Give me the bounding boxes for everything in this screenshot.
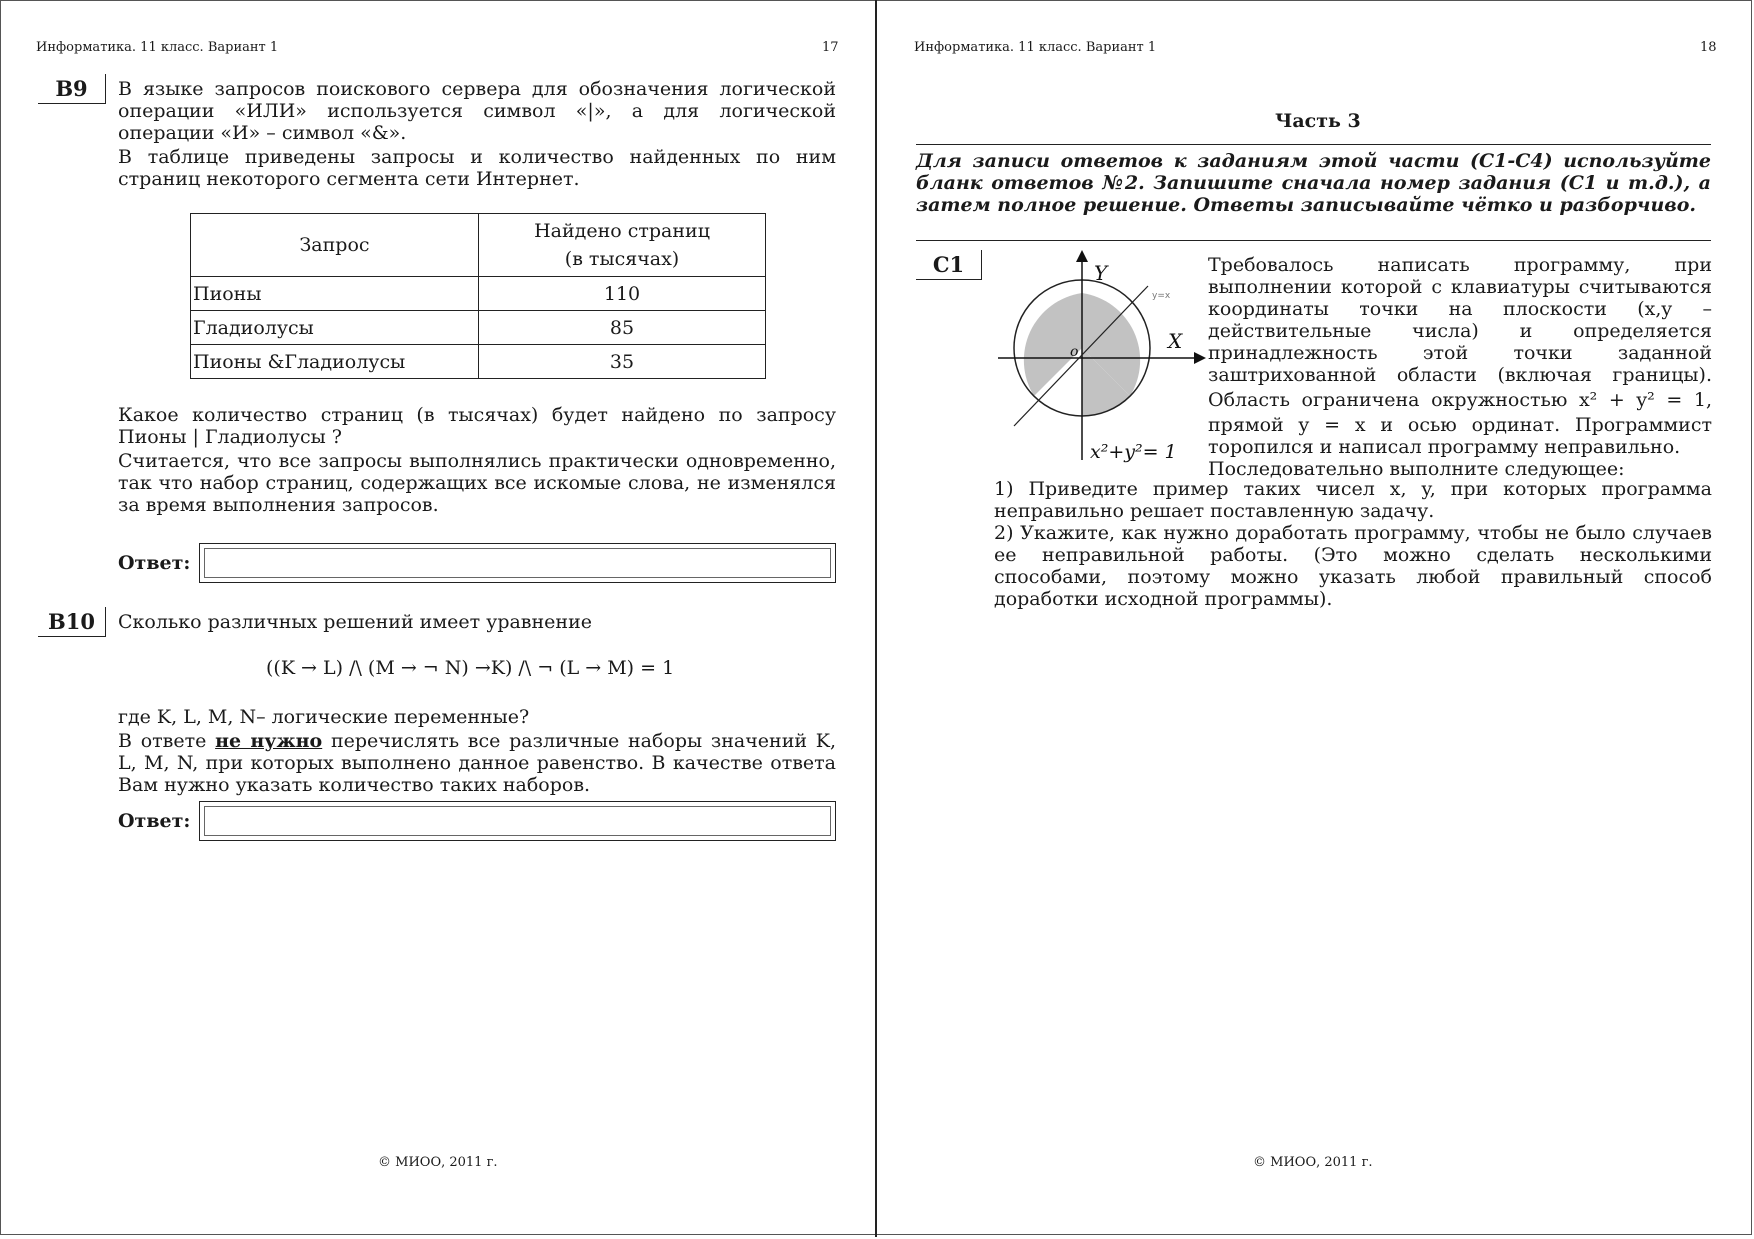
part-title: Часть 3 [1275, 110, 1361, 132]
c1-line: Область ограничена окружностью x² + y² = 1, [1208, 389, 1712, 411]
b10-instruction-prefix: В ответе [118, 730, 207, 752]
task-b9-label: B9 [38, 74, 106, 104]
origin-label: o [1070, 344, 1079, 360]
table-header-found-line2: (в тысячах) [564, 248, 680, 270]
table-row [191, 345, 766, 379]
line-label: y=x [1152, 291, 1171, 301]
table-cell-query: Пионы [191, 277, 479, 311]
right-footer: © МИОО, 2011 г. [1253, 1155, 1373, 1170]
table-cell-count: 35 [479, 345, 766, 379]
c1-step2: 2) Укажите, как нужно доработать программу, чтобы не было случаев ее неправильной работы. (Это можно сделать несколькими способами, поэтому можно указать любой правильный способ доработки исходной программы). [994, 522, 1712, 610]
right-page-number: 18 [1700, 40, 1717, 55]
axis-x-label: X [1168, 329, 1183, 353]
b10-variables-note: где K, L, M, N– логические переменные? [118, 706, 530, 728]
c1-line: заштрихованной области (включая границы). [1208, 364, 1712, 386]
c1-region-diagram [990, 250, 1210, 470]
c1-line: Последовательно выполните следующее: [1208, 458, 1625, 480]
circle-equation: x²+y²= 1 [1090, 441, 1177, 463]
table-header-found [479, 214, 766, 277]
table-cell-query: Гладиолусы [191, 311, 479, 345]
table-header-query: Запрос [191, 214, 479, 277]
table-row [191, 311, 766, 345]
table-cell-count: 110 [479, 277, 766, 311]
b9-answer-label: Ответ: [118, 552, 191, 574]
b9-answer-field[interactable] [199, 543, 836, 583]
c1-line: прямой y = x и осью ординат. Программист [1208, 414, 1712, 436]
b10-equation: ((K → L) /\ (M → ¬ N) →K) /\ ¬ (L → M) = 1 [266, 657, 675, 679]
table-row [191, 277, 766, 311]
task-b10-label: B10 [38, 607, 106, 637]
left-footer: © МИОО, 2011 г. [378, 1155, 498, 1170]
b9-question-line1: Какое количество страниц (в тысячах) будет найдено по запросу [118, 404, 836, 426]
c1-line: принадлежность этой точки заданной [1208, 342, 1712, 364]
b10-answer-label: Ответ: [118, 810, 191, 832]
b9-note: Считается, что все запросы выполнялись практически одновременно, так что набор страниц, содержащих все искомые слова, не изменялся за время выполнения запросов. [118, 450, 836, 516]
page-spine [875, 0, 877, 1237]
c1-line: выполнении которой с клавиатуры считываются [1208, 276, 1712, 298]
right-header-title: Информатика. 11 класс. Вариант 1 [914, 40, 1157, 55]
c1-line: Требовалось написать программу, при [1208, 254, 1712, 276]
c1-line: торопился и написал программу неправильно. [1208, 436, 1681, 458]
part3-instructions: Для записи ответов к заданиям этой части (С1-С4) используйте бланк ответов №2. Запишите сначала номер задания (С1 и т.д.), а затем полное решение. Ответы записывайте чётко и разборчиво. [916, 150, 1711, 216]
b9-query-table [190, 213, 766, 379]
instructions-bottom-rule [916, 240, 1711, 241]
c1-line: координаты точки на плоскости (x,y – [1208, 298, 1712, 320]
b10-instruction-emphasis: не нужно [215, 730, 323, 752]
b10-instruction-rest: перечислять все различные наборы значений K, L, M, N, при которых выполнено данное равенство. В качестве ответа Вам нужно указать количество таких наборов. [118, 730, 836, 796]
b10-answer-field[interactable] [199, 801, 836, 841]
table-cell-count: 85 [479, 311, 766, 345]
table-header-row [191, 214, 766, 277]
b9-intro: В языке запросов поискового сервера для обозначения логической операции «ИЛИ» используется символ «|», а для логической операции «И» – символ «&». [118, 78, 836, 144]
table-header-found-line1: Найдено страниц [534, 220, 710, 242]
c1-step1: 1) Приведите пример таких чисел x, y, при которых программа неправильно решает поставленную задачу. [994, 478, 1712, 522]
left-page-number: 17 [822, 40, 839, 55]
b10-question: Сколько различных решений имеет уравнение [118, 611, 592, 633]
left-header-title: Информатика. 11 класс. Вариант 1 [36, 40, 279, 55]
instructions-top-rule [916, 144, 1711, 145]
task-c1-label: C1 [916, 250, 982, 280]
c1-line: действительные числа) и определяется [1208, 320, 1712, 342]
c1-text [1208, 254, 1712, 480]
b10-instruction [118, 730, 836, 796]
b9-table-intro: В таблице приведены запросы и количество найденных по ним страниц некоторого сегмента сети Интернет. [118, 146, 836, 190]
b9-question-line2: Пионы | Гладиолусы ? [118, 426, 342, 448]
table-cell-query: Пионы &Гладиолусы [191, 345, 479, 379]
axis-y-label: Y [1094, 261, 1108, 285]
